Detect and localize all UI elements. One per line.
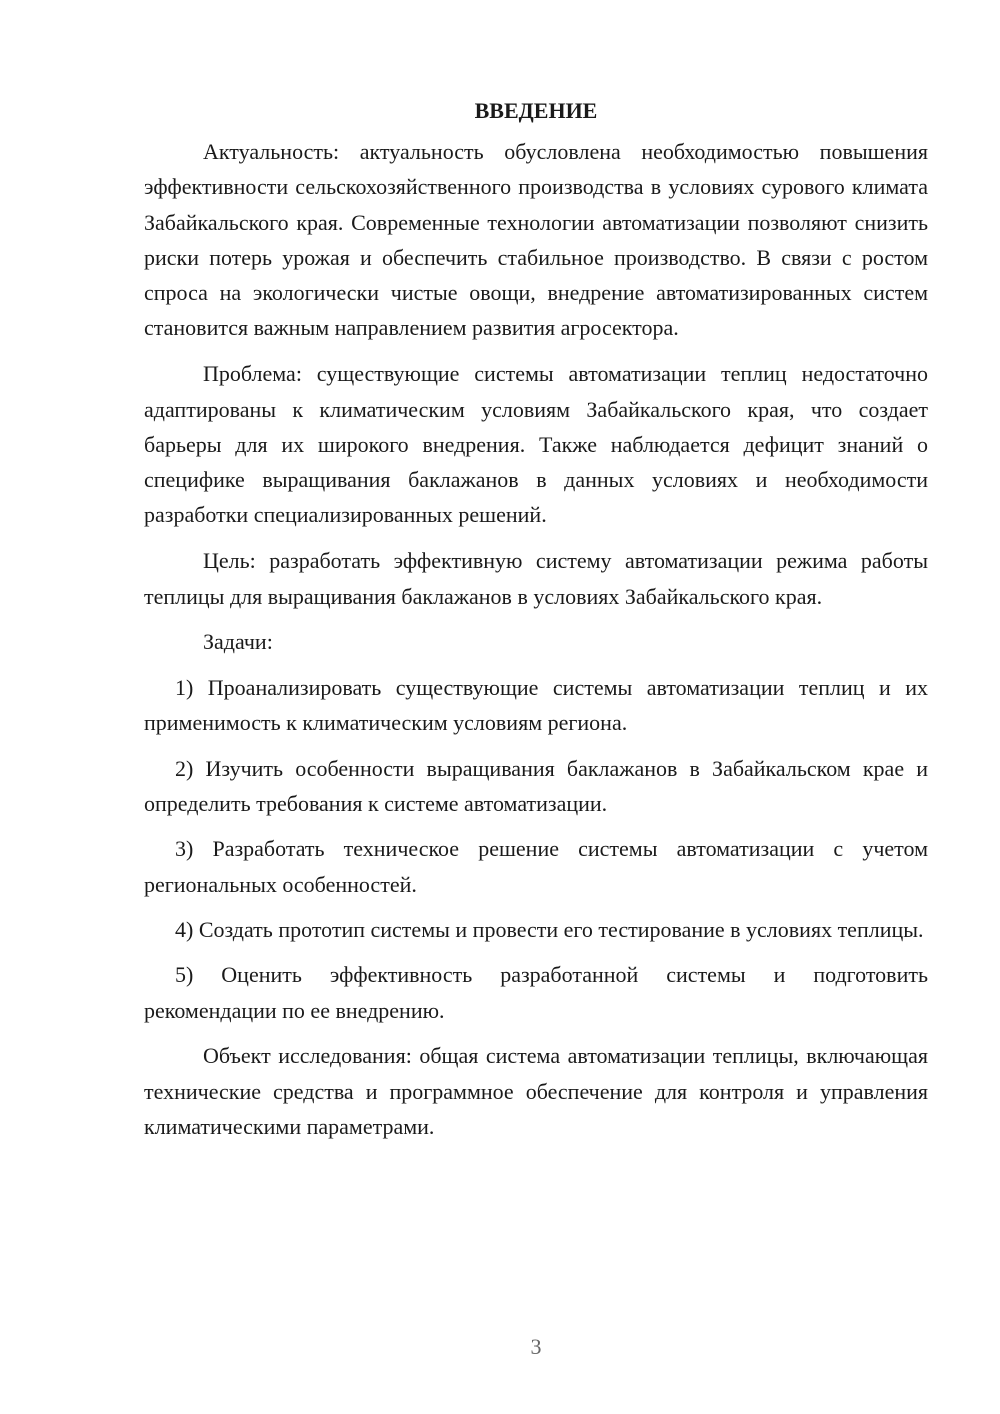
task-item-3: 3) Разработать техническое решение системы автоматизации с учетом региональных особенностей. [144,836,928,897]
paragraph-relevance: Актуальность: актуальность обусловлена необходимостью повышения эффективности сельскохозяйственного производства в условиях сурового климата Забайкальского края. Современные технологии автоматизации позволяют снизить риски потерь урожая и обеспечить стабильное производство. В связи с ростом спроса на экологически чистые овощи, внедрение автоматизированных систем становится важным направлением развития агросектора. [144,139,928,341]
paragraph-problem: Проблема: существующие системы автоматизации теплиц недостаточно адаптированы к климатическим условиям Забайкальского края, что создает барьеры для их широкого внедрения. Также наблюдается дефицит знаний о специфике выращивания баклажанов в данных условиях и необходимости разработки специализированных решений. [144,361,928,528]
task-item-4: 4) Создать прототип системы и провести его тестирование в условиях теплицы. [175,916,924,942]
task-item-5: 5) Оценить эффективность разработанной системы и подготовить рекомендации по ее внедрению. [144,962,928,1023]
document-page [144,96,928,1144]
tasks-heading: Задачи: [203,629,273,655]
paragraph-object: Объект исследования: общая система автоматизации теплицы, включающая технические средства и программное обеспечение для контроля и управления климатическими параметрами. [144,1043,928,1139]
task-item-1: 1) Проанализировать существующие системы автоматизации теплиц и их применимость к климатическим условиям региона. [144,675,928,736]
task-item-2: 2) Изучить особенности выращивания баклажанов в Забайкальском крае и определить требования к системе автоматизации. [144,755,928,817]
page-number: 3 [530,1334,542,1359]
paragraph-goal: Цель: разработать эффективную систему автоматизации режима работы теплицы для выращивания баклажанов в условиях Забайкальского края. [144,548,928,609]
section-title: ВВЕДЕНИЕ [474,98,598,123]
